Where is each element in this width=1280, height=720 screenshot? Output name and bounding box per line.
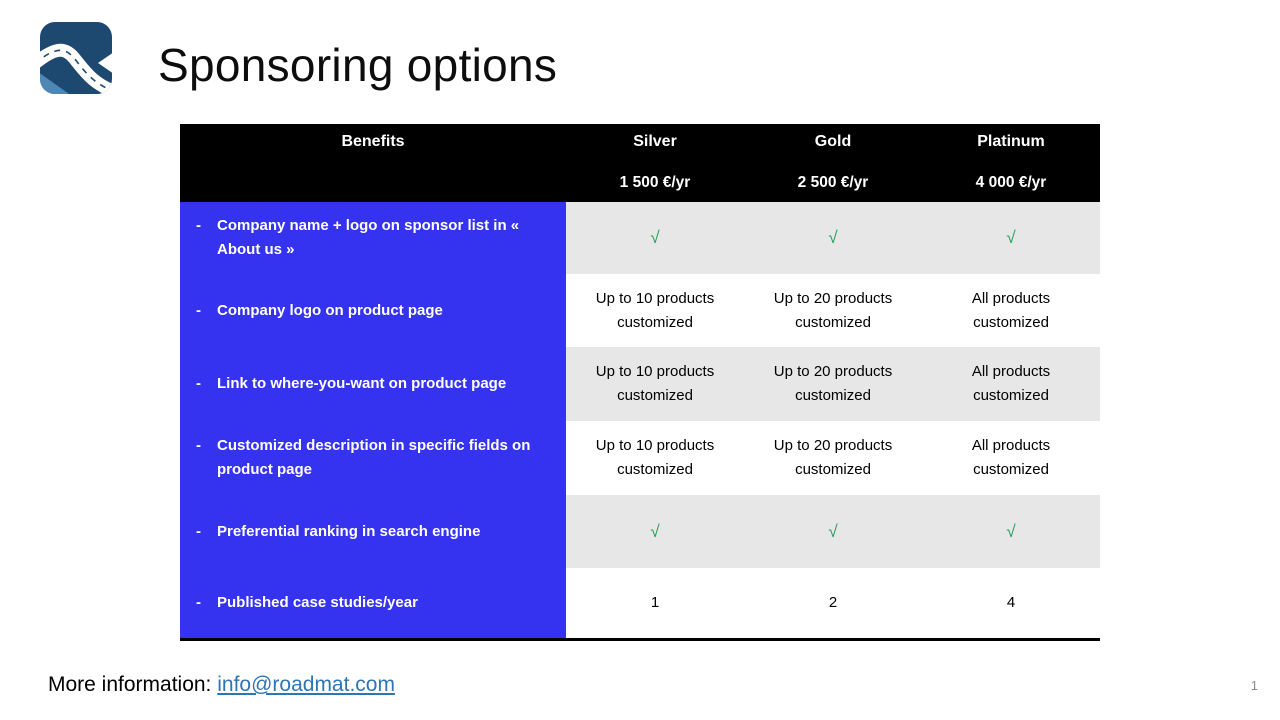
tier-value: 2 <box>744 568 922 638</box>
bullet: - <box>196 437 201 454</box>
tier-value: Up to 10 products customized <box>566 274 744 347</box>
table-row-sponsor-list <box>180 202 1100 274</box>
table-row-case-studies <box>180 568 1100 638</box>
benefit-text: Customized description in specific fields on product page <box>217 437 531 478</box>
benefit-text: Published case studies/year <box>217 594 418 611</box>
check-icon: √ <box>566 202 744 274</box>
tier-name: Silver <box>633 133 677 150</box>
tier-value: All products customized <box>922 421 1100 495</box>
benefit-label <box>180 495 566 568</box>
check-icon: √ <box>744 495 922 568</box>
tier-price: 2 500 €/yr <box>797 174 869 191</box>
tier-price: 4 000 €/yr <box>975 174 1047 191</box>
check-icon: √ <box>566 495 744 568</box>
table-row-company-logo <box>180 274 1100 347</box>
benefit-text: Company logo on product page <box>217 301 443 319</box>
tier-value: Up to 20 products customized <box>744 274 922 347</box>
tier-value: Up to 10 products customized <box>566 347 744 421</box>
tier-value: 4 <box>922 568 1100 638</box>
tier-value: All products customized <box>922 274 1100 347</box>
footer-label: More information: <box>48 673 218 696</box>
roadmat-logo-icon <box>40 22 112 94</box>
tier-value: Up to 10 products customized <box>566 421 744 495</box>
bullet: - <box>196 375 201 392</box>
benefit-label <box>180 347 566 421</box>
bullet: - <box>196 522 201 540</box>
tier-header-silver <box>566 124 744 202</box>
benefit-text: Preferential ranking in search engine <box>217 522 481 540</box>
check-icon: √ <box>922 202 1100 274</box>
benefits-header: Benefits <box>341 133 405 150</box>
table-row-description <box>180 421 1100 495</box>
contact-email-link[interactable]: info@roadmat.com <box>217 673 395 696</box>
benefit-text: Company name + logo on sponsor list in « About us » <box>217 217 520 258</box>
tier-value: Up to 20 products customized <box>744 421 922 495</box>
check-icon: √ <box>744 202 922 274</box>
benefit-label <box>180 568 566 638</box>
tier-header-platinum <box>922 124 1100 202</box>
table-row-ranking <box>180 495 1100 568</box>
benefit-label <box>180 202 566 274</box>
bullet: - <box>196 217 201 234</box>
benefit-label <box>180 421 566 495</box>
tier-value: Up to 20 products customized <box>744 347 922 421</box>
tier-value: 1 <box>566 568 744 638</box>
benefit-text: Link to where-you-want on product page <box>217 375 507 392</box>
footer <box>48 673 395 697</box>
bullet: - <box>196 594 201 611</box>
tier-price: 1 500 €/yr <box>619 174 691 191</box>
check-icon: √ <box>922 495 1100 568</box>
tier-name: Platinum <box>977 133 1045 150</box>
tier-name: Gold <box>814 133 852 150</box>
table-header-row <box>180 124 1100 202</box>
tier-value: All products customized <box>922 347 1100 421</box>
bullet: - <box>196 301 201 319</box>
tier-header-gold <box>744 124 922 202</box>
sponsoring-table <box>180 124 1100 641</box>
page-title: Sponsoring options <box>158 39 558 91</box>
table-row-link <box>180 347 1100 421</box>
benefit-label <box>180 274 566 347</box>
page-number: 1 <box>1250 678 1258 693</box>
